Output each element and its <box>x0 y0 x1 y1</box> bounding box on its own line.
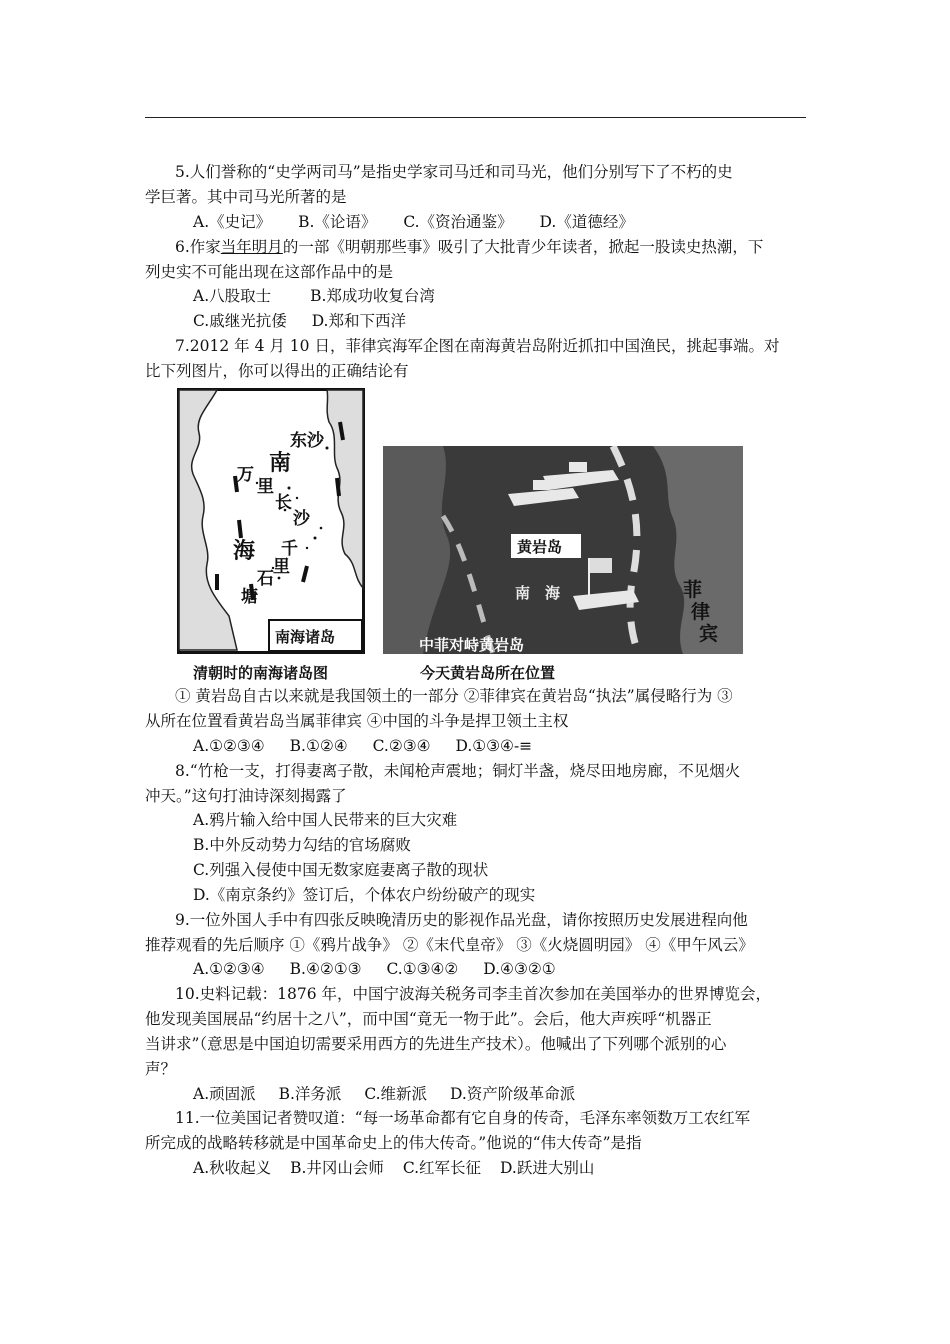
q11-options <box>193 1158 854 1178</box>
q11-option-d[interactable]: D.跃进大别山 <box>500 1159 595 1177</box>
q6-line1 <box>175 237 836 257</box>
q7-option-b[interactable]: B.①②④ <box>289 737 348 755</box>
q6-options-row2 <box>193 311 854 331</box>
q10-option-d[interactable]: D.资产阶级革命派 <box>450 1085 576 1103</box>
q6-pre: 6.作家 <box>175 238 221 256</box>
map1-label-li2: 里 <box>273 557 290 577</box>
q5-options <box>193 212 854 232</box>
map1-label-chang: 长 <box>275 493 292 513</box>
q7-statements-line2: 从所在位置看黄岩岛当属菲律宾 ④中国的斗争是捍卫领土主权 <box>145 712 569 730</box>
q9-option-a[interactable]: A.①②③④ <box>193 960 265 978</box>
caption-today-map: 今天黄岩岛所在位置 <box>420 664 556 682</box>
q9-line2: 推荐观看的先后顺序 ①《鸦片战争》 ②《末代皇帝》 ③《火烧圆明园》 ④《甲午风云》 <box>145 936 754 954</box>
q5-option-c[interactable]: C.《资治通鉴》 <box>403 213 513 231</box>
q10-options <box>193 1084 854 1104</box>
q7-option-d[interactable]: D.①③④-≡ <box>455 737 533 755</box>
q5-line1: 5.人们誉称的“史学两司马”是指史学家司马迁和司马光，他们分别写下了不朽的史 <box>175 163 733 181</box>
q7-line2: 比下列图片，你可以得出的正确结论有 <box>145 362 409 380</box>
map1-label-hai: 海 <box>233 539 256 564</box>
q7-option-c[interactable]: C.②③④ <box>372 737 431 755</box>
q7-option-a[interactable]: A.①②③④ <box>193 737 265 755</box>
q6-option-d[interactable]: D.郑和下西洋 <box>311 312 406 330</box>
q5-option-a[interactable]: A.《史记》 <box>193 213 272 231</box>
map1-label-qian: 千 <box>281 539 298 559</box>
q8-option-b[interactable]: B.中外反动势力勾结的官场腐败 <box>193 836 411 854</box>
q10-line2: 他发现美国展品“约居十之八”，而中国“竟无一物于此”。会后，他大声疾呼“机器正 <box>145 1010 712 1028</box>
q5-option-d[interactable]: D.《道德经》 <box>539 213 634 231</box>
q9-option-b[interactable]: B.④②①③ <box>289 960 362 978</box>
q6-option-b[interactable]: B.郑成功收复台湾 <box>310 287 435 305</box>
q7-line1: 7.2012 年 4 月 10 日，菲律宾海军企图在南海黄岩岛附近抓扣中国渔民，挑起事端。对 <box>175 337 780 355</box>
q5-option-b[interactable]: B.《论语》 <box>298 213 377 231</box>
q6-options-row1 <box>193 286 854 306</box>
caption-qing-map: 清朝时的南海诸岛图 <box>193 664 329 682</box>
q6-author: 当年明月 <box>220 238 283 256</box>
map1-label-wan: 万 <box>237 465 254 485</box>
map2-banner: 中菲对峙黄岩岛 <box>419 636 525 654</box>
map1-label-tang: 塘 <box>241 587 258 607</box>
map1-label-nan: 南 <box>269 451 292 476</box>
map2-country-3: 宾 <box>699 623 719 645</box>
q9-option-c[interactable]: C.①③④② <box>386 960 459 978</box>
q6-option-a[interactable]: A.八股取士 <box>193 287 272 305</box>
q11-option-c[interactable]: C.红军长征 <box>402 1159 482 1177</box>
q9-line1: 9.一位外国人手中有四张反映晚清历史的影视作品光盘，请你按照历史发展进程向他 <box>175 911 748 929</box>
q6-line2: 列史实不可能出现在这部作品中的是 <box>145 263 394 281</box>
huangyan-island-map <box>383 446 743 654</box>
q6-option-c[interactable]: C.戚继光抗倭 <box>193 312 287 330</box>
map1-label-li1: 里 <box>257 477 274 497</box>
header-rule <box>145 117 806 118</box>
map1-label-sha: 沙 <box>293 509 310 529</box>
map2-sea-label: 南 海 <box>515 584 561 602</box>
map2-country-1: 菲 <box>683 579 703 601</box>
map2-country-2: 律 <box>691 601 711 623</box>
q10-option-a[interactable]: A.顽固派 <box>193 1085 256 1103</box>
q7-statements-line1: ① 黄岩岛自古以来就是我国领土的一部分 ②菲律宾在黄岩岛“执法”属侵略行为 ③ <box>175 687 733 705</box>
map1-label-shi: 石 <box>257 569 274 589</box>
map2-island-label: 黄岩岛 <box>517 538 563 556</box>
map1-label-dongsha: 东沙 <box>290 431 324 451</box>
q11-line2: 所完成的战略转移就是中国革命史上的伟大传奇。”他说的“伟大传奇”是指 <box>145 1134 642 1152</box>
q11-option-a[interactable]: A.秋收起义 <box>193 1159 272 1177</box>
q9-options <box>193 959 854 979</box>
q8-option-d[interactable]: D.《南京条约》签订后，个体农户纷纷破产的现实 <box>193 886 536 904</box>
q5-line2: 学巨著。其中司马光所著的是 <box>145 188 347 206</box>
map1-legend: 南海诸岛 <box>275 628 336 646</box>
qing-south-sea-map <box>177 388 365 654</box>
q11-option-b[interactable]: B.井冈山会师 <box>290 1159 384 1177</box>
q10-line4: 声？ <box>145 1060 177 1078</box>
q8-option-a[interactable]: A.鸦片输入给中国人民带来的巨大灾难 <box>193 811 458 829</box>
q6-post: 的一部《明朝那些事》吸引了大批青少年读者，掀起一股读史热潮，下 <box>282 238 764 256</box>
q8-line2: 冲天。”这句打油诗深刻揭露了 <box>145 787 347 805</box>
q7-options <box>193 736 854 756</box>
q10-option-b[interactable]: B.洋务派 <box>278 1085 342 1103</box>
q10-option-c[interactable]: C.维新派 <box>364 1085 428 1103</box>
q10-line1: 10.史料记载：1876 年，中国宁波海关税务司李圭首次参加在美国举办的世界博览会， <box>175 985 772 1003</box>
q9-option-d[interactable]: D.④③②① <box>483 960 556 978</box>
q8-option-c[interactable]: C.列强入侵使中国无数家庭妻离子散的现状 <box>193 861 489 879</box>
q10-line3: 当讲求”（意思是中国迫切需要采用西方的先进生产技术）。他喊出了下列哪个派别的心 <box>145 1035 727 1053</box>
q8-line1: 8.“竹枪一支，打得妻离子散，未闻枪声震地；铜灯半盏，烧尽田地房廊，不见烟火 <box>175 762 741 780</box>
q11-line1: 11.一位美国记者赞叹道：“每一场革命都有它自身的传奇，毛泽东率领数万工农红军 <box>175 1109 751 1127</box>
